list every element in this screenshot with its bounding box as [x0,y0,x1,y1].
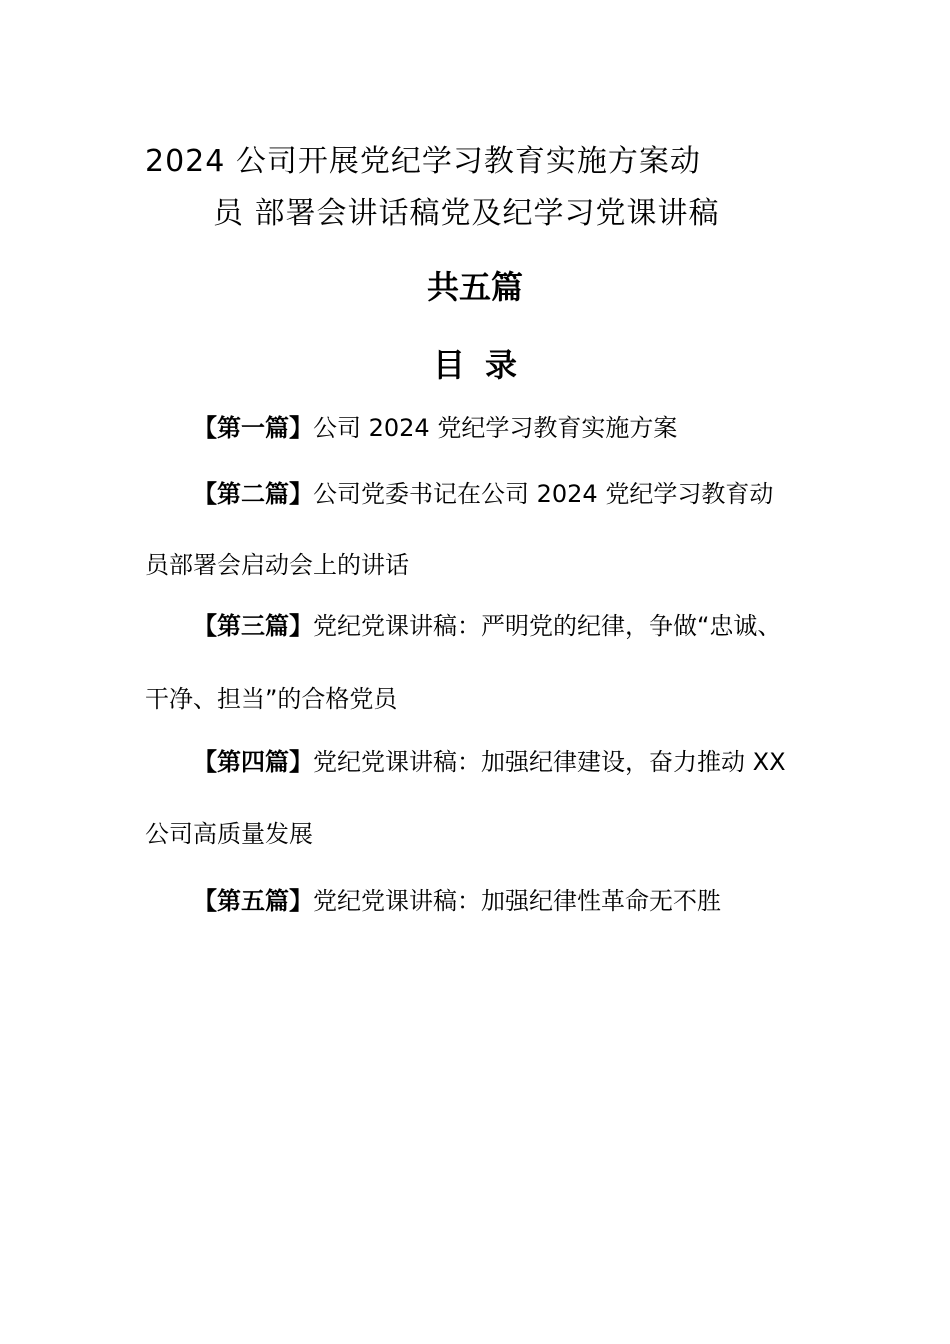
toc-entry-3-tag: 【第三篇】 [193,612,313,640]
table-of-contents-heading: 目录 [432,346,537,384]
toc-entry-3-continuation: 干净、担当”的合格党员 [145,685,398,713]
toc-entry-3 [193,610,781,642]
toc-entry-2-text: 公司党委书记在公司 2024 党纪学习教育动 [313,480,774,508]
toc-entry-5-tag: 【第五篇】 [193,887,313,915]
toc-entry-5 [193,885,721,917]
toc-entry-2 [193,478,773,510]
article-count-heading: 共五篇 [426,268,523,306]
document-title-line-1: 2024 公司开展党纪学习教育实施方案动 [145,144,701,179]
toc-entry-1-tag: 【第一篇】 [193,414,313,442]
toc-entry-4-continuation: 公司高质量发展 [145,820,313,848]
document-title-line-2: 员 部署会讲话稿党及纪学习党课讲稿 [213,196,720,231]
toc-entry-1-text: 公司 2024 党纪学习教育实施方案 [313,414,678,442]
toc-entry-5-text: 党纪党课讲稿：加强纪律性革命无不胜 [313,887,721,915]
toc-entry-4-tag: 【第四篇】 [193,748,313,776]
toc-entry-3-text: 党纪党课讲稿：严明党的纪律，争做“忠诚、 [313,612,782,640]
toc-entry-1 [193,412,677,444]
toc-entry-2-continuation: 员部署会启动会上的讲话 [145,551,409,579]
toc-entry-4 [193,746,786,778]
toc-entry-2-tag: 【第二篇】 [193,480,313,508]
toc-entry-4-text: 党纪党课讲稿：加强纪律建设，奋力推动 XX [313,748,786,776]
